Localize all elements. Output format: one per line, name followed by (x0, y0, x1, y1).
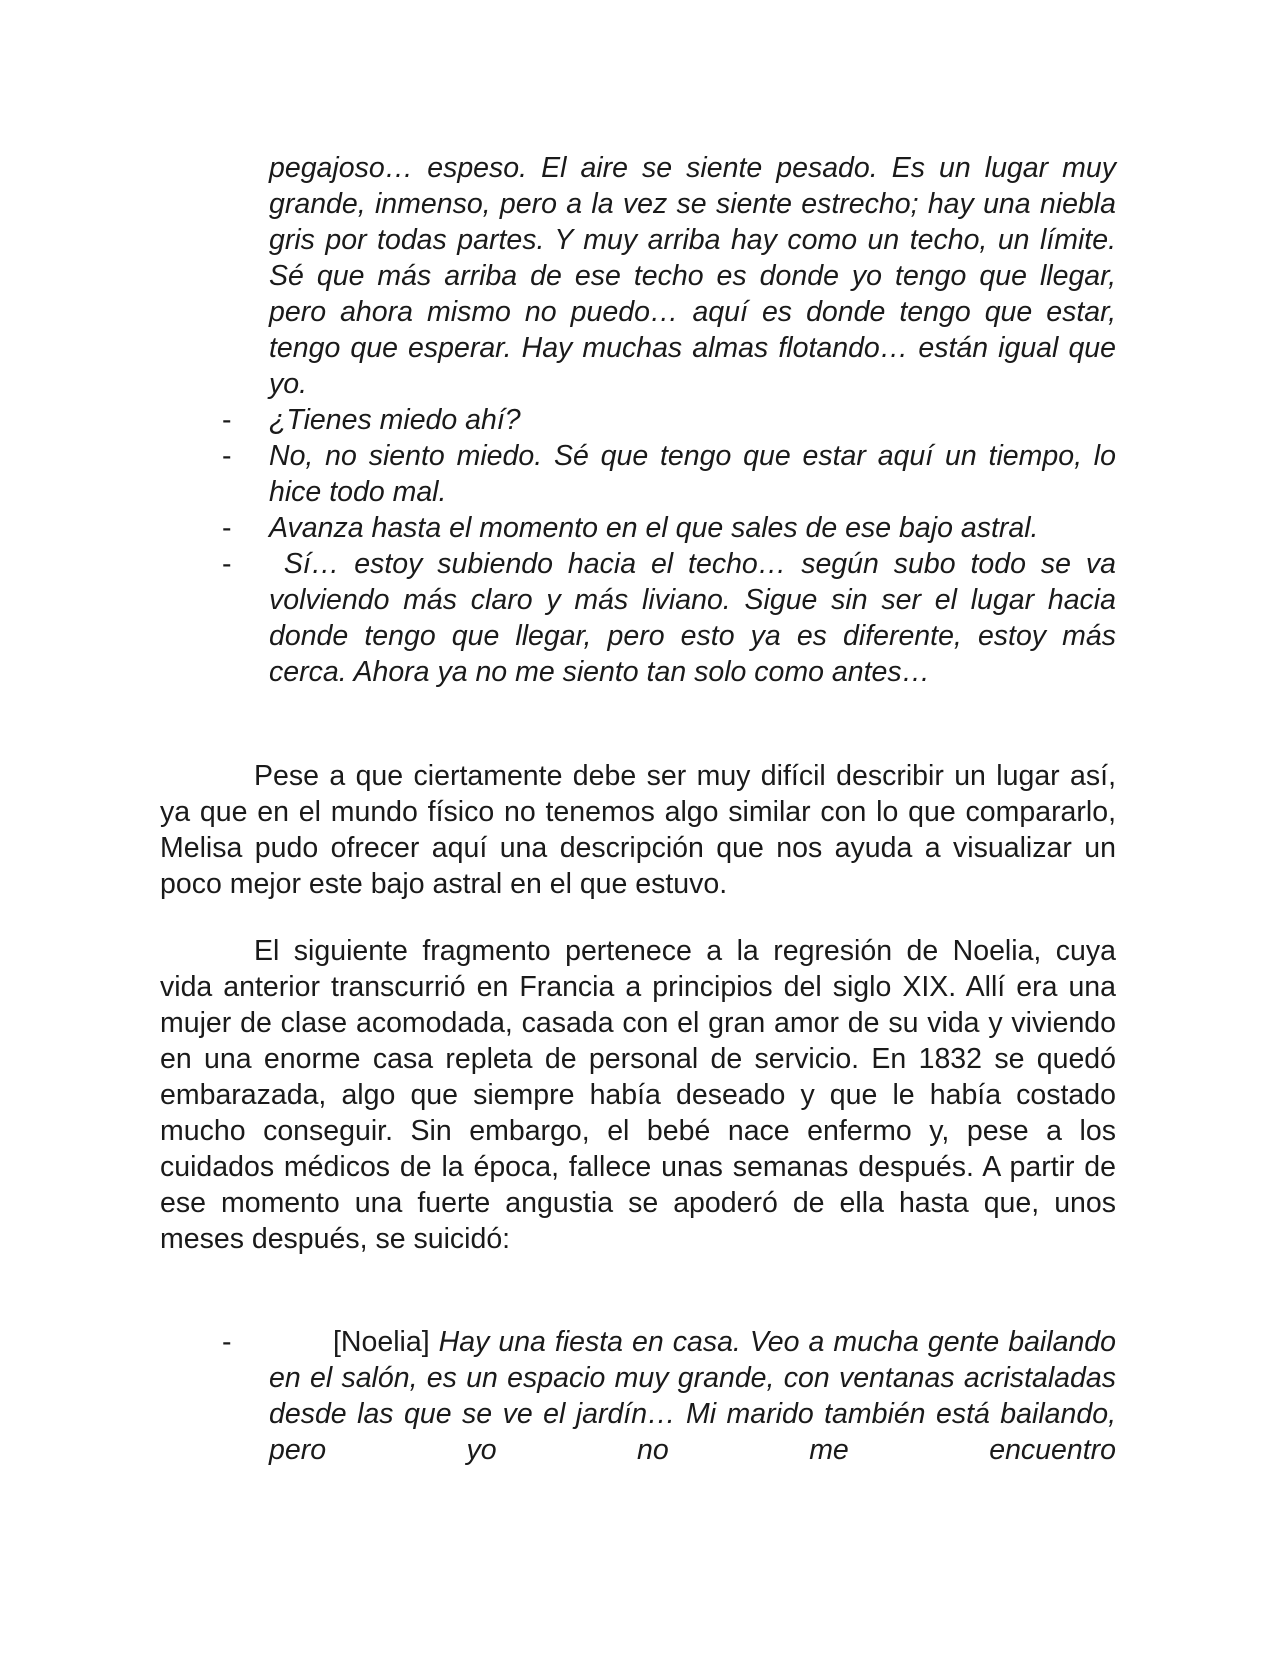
dialogue-text: No, no siento miedo. Sé que tengo que estar aquí un tiempo, lo hice todo mal. (269, 440, 1116, 508)
dialogue-line (160, 510, 1116, 546)
dialogue-dash: - (222, 440, 232, 472)
dialogue-block-bottom (160, 1324, 1116, 1468)
body-paragraph: El siguiente fragmento pertenece a la regresión de Noelia, cuya vida anterior transcurrió en Francia a principios del siglo XIX. Allí era una mujer de clase acomodada, casada con el gran amor de su vida y viviendo en una enorme casa repleta de personal de servicio. En 1832 se quedó embarazada, algo que siempre había deseado y que le había costado mucho conseguir. Sin embargo, el bebé nace enfermo y, pese a los cuidados médicos de la época, fallece unas semanas después. A partir de ese momento una fuerte angustia se apoderó de ella hasta que, unos meses después, se suicidó: (160, 935, 1116, 1255)
dialogue-text: ¿Tienes miedo ahí? (269, 404, 521, 436)
dialogue-dash: - (222, 404, 232, 436)
dialogue-text: pegajoso… espeso. El aire se siente pesado. Es un lugar muy grande, inmenso, pero a la vez se siente estrecho; hay una niebla gris por todas partes. Y muy arriba hay como un techo, un límite. Sé que más arriba de ese techo es donde yo tengo que llegar, pero ahora mismo no puedo… aquí es donde tengo que estar, tengo que esperar. Hay muchas almas flotando… están igual que yo. (269, 152, 1116, 400)
dialogue-dash: - (222, 512, 232, 544)
dialogue-line (160, 438, 1116, 510)
dialogue-text: Sí… estoy subiendo hacia el techo… según subo todo se va volviendo más claro y más liviano. Sigue sin ser el lugar hacia donde tengo que llegar, pero esto ya es diferente, estoy más cerca. Ahora ya no me siento tan solo como antes… (269, 548, 1124, 688)
body-paragraph: Pese a que ciertamente debe ser muy difícil describir un lugar así, ya que en el mundo físico no tenemos algo similar con lo que compararlo, Melisa pudo ofrecer aquí una descripción que nos ayuda a visualizar un poco mejor este bajo astral en el que estuvo. (160, 760, 1116, 900)
dialogue-dash: - (222, 1326, 232, 1358)
dialogue-text: Hay una fiesta en casa. Veo a mucha gente bailando en el salón, es un espacio muy grande, con ventanas acristaladas desde las que se ve el jardín… Mi marido también está bailando, pero yo no me encuentro (269, 1326, 1116, 1466)
dialogue-line (160, 150, 1116, 402)
dialogue-dash: - (222, 548, 232, 580)
speaker-label: [Noelia] (333, 1326, 430, 1358)
dialogue-line (160, 402, 1116, 438)
dialogue-line (160, 1324, 1116, 1468)
dialogue-line (160, 546, 1124, 690)
dialogue-text: Avanza hasta el momento en el que sales de ese bajo astral. (269, 512, 1039, 544)
dialogue-block-top (160, 150, 1124, 690)
